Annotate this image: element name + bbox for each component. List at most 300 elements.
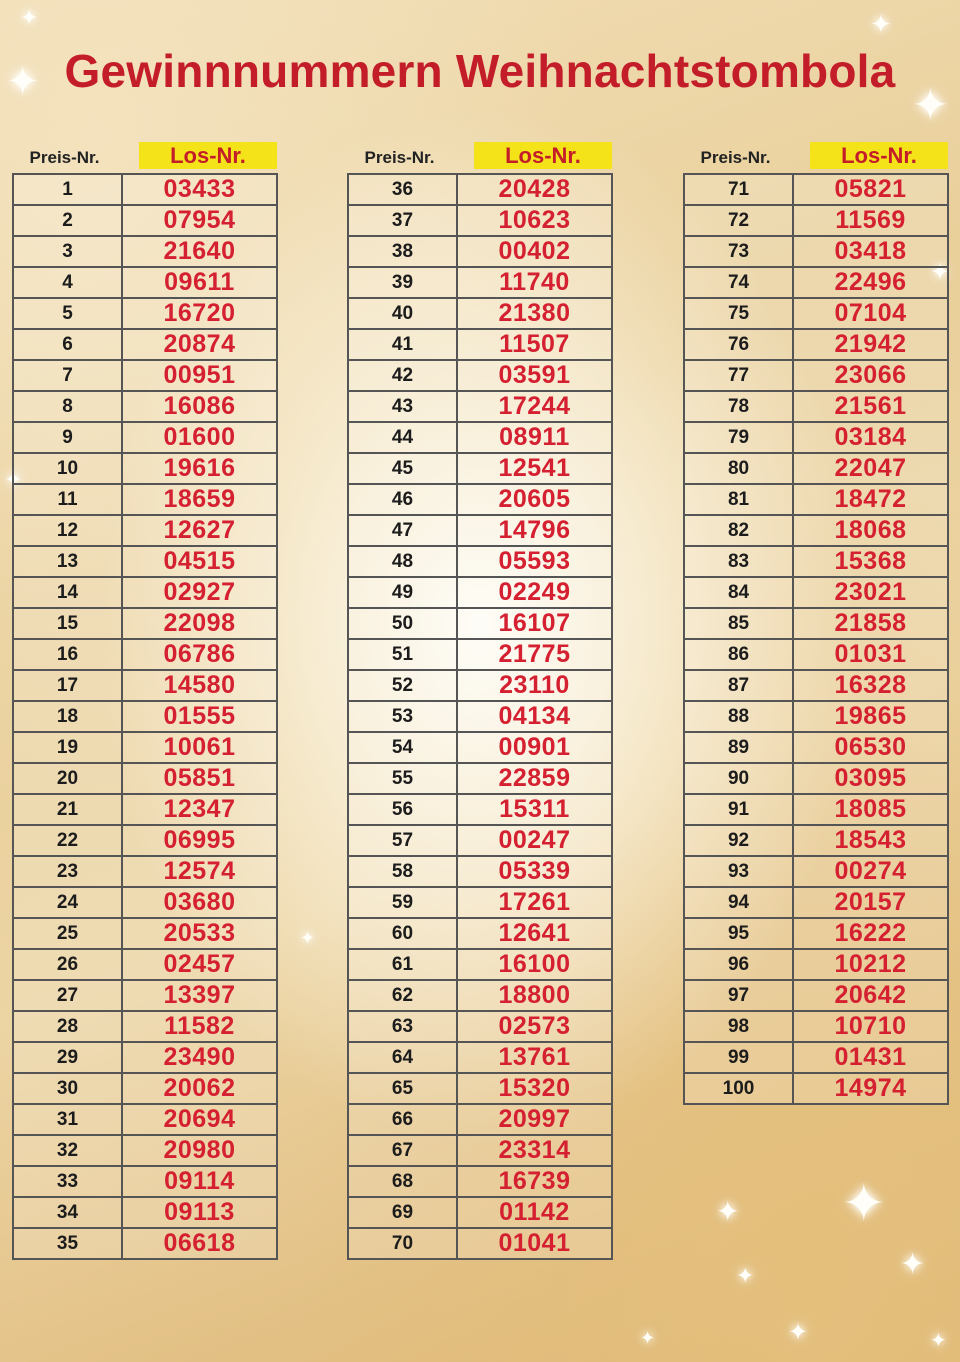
los-nr-cell: 01041 xyxy=(457,1228,612,1259)
preis-nr-cell: 22 xyxy=(13,825,122,856)
preis-nr-cell: 13 xyxy=(13,546,122,577)
table-row xyxy=(13,980,277,1011)
preis-nr-cell: 43 xyxy=(348,391,457,422)
preis-nr-cell: 32 xyxy=(13,1135,122,1166)
table-row xyxy=(684,949,948,980)
los-nr-cell: 08911 xyxy=(457,422,612,453)
los-nr-cell: 00274 xyxy=(793,856,948,887)
los-nr-cell: 21561 xyxy=(793,391,948,422)
preis-nr-cell: 42 xyxy=(348,360,457,391)
los-nr-cell: 12627 xyxy=(122,515,277,546)
preis-nr-cell: 50 xyxy=(348,608,457,639)
table-row xyxy=(684,174,948,205)
table-row xyxy=(13,546,277,577)
los-nr-cell: 18800 xyxy=(457,980,612,1011)
los-nr-cell: 20605 xyxy=(457,484,612,515)
table-row xyxy=(13,887,277,918)
preis-nr-cell: 54 xyxy=(348,732,457,763)
table-row xyxy=(348,236,612,267)
table-row xyxy=(13,763,277,794)
preis-nr-cell: 17 xyxy=(13,670,122,701)
table-row xyxy=(13,577,277,608)
table-row xyxy=(684,546,948,577)
table-row xyxy=(684,577,948,608)
table-row xyxy=(684,360,948,391)
preis-nr-cell: 80 xyxy=(684,453,793,484)
table-row xyxy=(348,825,612,856)
los-nr-cell: 23110 xyxy=(457,670,612,701)
table-row xyxy=(13,422,277,453)
los-nr-header: Los-Nr. xyxy=(139,142,277,169)
table-row xyxy=(13,1197,277,1228)
table-row xyxy=(13,1011,277,1042)
preis-nr-cell: 84 xyxy=(684,577,793,608)
los-nr-cell: 16086 xyxy=(122,391,277,422)
preis-nr-cell: 76 xyxy=(684,329,793,360)
table-row xyxy=(348,298,612,329)
table-row xyxy=(684,670,948,701)
los-nr-cell: 01600 xyxy=(122,422,277,453)
preis-nr-cell: 58 xyxy=(348,856,457,887)
los-nr-cell: 03433 xyxy=(122,174,277,205)
table-row xyxy=(13,918,277,949)
preis-nr-cell: 48 xyxy=(348,546,457,577)
preis-nr-cell: 77 xyxy=(684,360,793,391)
los-nr-cell: 10710 xyxy=(793,1011,948,1042)
table-row xyxy=(684,918,948,949)
los-nr-cell: 11582 xyxy=(122,1011,277,1042)
los-nr-cell: 23021 xyxy=(793,577,948,608)
table-row xyxy=(13,1166,277,1197)
sparkle-decoration: ✦ xyxy=(870,10,892,40)
los-nr-cell: 09114 xyxy=(122,1166,277,1197)
preis-nr-cell: 74 xyxy=(684,267,793,298)
los-nr-cell: 10061 xyxy=(122,732,277,763)
preis-nr-cell: 35 xyxy=(13,1228,122,1259)
los-nr-cell: 22098 xyxy=(122,608,277,639)
table-row xyxy=(13,515,277,546)
preis-nr-cell: 90 xyxy=(684,763,793,794)
preis-nr-cell: 3 xyxy=(13,236,122,267)
los-nr-cell: 16328 xyxy=(793,670,948,701)
los-nr-cell: 01031 xyxy=(793,639,948,670)
table-row xyxy=(348,639,612,670)
table-row xyxy=(13,391,277,422)
los-nr-cell: 15311 xyxy=(457,794,612,825)
los-nr-cell: 03680 xyxy=(122,887,277,918)
preis-nr-cell: 97 xyxy=(684,980,793,1011)
preis-nr-cell: 23 xyxy=(13,856,122,887)
los-nr-cell: 22859 xyxy=(457,763,612,794)
los-nr-cell: 06995 xyxy=(122,825,277,856)
preis-nr-cell: 41 xyxy=(348,329,457,360)
preis-nr-header: Preis-Nr. xyxy=(364,148,435,167)
table-row xyxy=(13,236,277,267)
preis-nr-cell: 51 xyxy=(348,639,457,670)
results-column-1 xyxy=(12,140,278,1260)
preis-nr-cell: 44 xyxy=(348,422,457,453)
table-row xyxy=(684,1073,948,1104)
los-nr-cell: 03418 xyxy=(793,236,948,267)
table-row xyxy=(13,639,277,670)
table-row xyxy=(684,608,948,639)
preis-nr-cell: 36 xyxy=(348,174,457,205)
table-row xyxy=(13,794,277,825)
preis-nr-cell: 52 xyxy=(348,670,457,701)
preis-nr-cell: 55 xyxy=(348,763,457,794)
los-nr-header: Los-Nr. xyxy=(474,142,612,169)
los-nr-cell: 05851 xyxy=(122,763,277,794)
table-row xyxy=(684,732,948,763)
sparkle-decoration: ✦ xyxy=(300,928,316,949)
los-nr-cell: 06786 xyxy=(122,639,277,670)
preis-nr-cell: 63 xyxy=(348,1011,457,1042)
los-nr-cell: 11507 xyxy=(457,329,612,360)
table-row xyxy=(13,670,277,701)
table-row xyxy=(684,856,948,887)
preis-nr-cell: 28 xyxy=(13,1011,122,1042)
preis-nr-cell: 70 xyxy=(348,1228,457,1259)
los-nr-cell: 06618 xyxy=(122,1228,277,1259)
table-row xyxy=(348,1197,612,1228)
table-row xyxy=(13,1104,277,1135)
los-nr-cell: 00951 xyxy=(122,360,277,391)
los-nr-cell: 05339 xyxy=(457,856,612,887)
los-nr-cell: 17244 xyxy=(457,391,612,422)
los-nr-cell: 02927 xyxy=(122,577,277,608)
los-nr-cell: 11569 xyxy=(793,205,948,236)
los-nr-cell: 23314 xyxy=(457,1135,612,1166)
table-row xyxy=(684,391,948,422)
preis-nr-cell: 85 xyxy=(684,608,793,639)
los-nr-cell: 00402 xyxy=(457,236,612,267)
preis-nr-cell: 10 xyxy=(13,453,122,484)
preis-nr-header: Preis-Nr. xyxy=(700,148,771,167)
preis-nr-cell: 75 xyxy=(684,298,793,329)
table-row xyxy=(13,825,277,856)
preis-nr-cell: 73 xyxy=(684,236,793,267)
preis-nr-cell: 33 xyxy=(13,1166,122,1197)
preis-nr-cell: 69 xyxy=(348,1197,457,1228)
preis-nr-cell: 26 xyxy=(13,949,122,980)
preis-nr-cell: 60 xyxy=(348,918,457,949)
table-row xyxy=(13,1135,277,1166)
preis-nr-header: Preis-Nr. xyxy=(29,148,100,167)
table-row xyxy=(13,856,277,887)
table-row xyxy=(348,1135,612,1166)
preis-nr-cell: 45 xyxy=(348,453,457,484)
table-row xyxy=(684,1011,948,1042)
table-row xyxy=(13,360,277,391)
preis-nr-cell: 93 xyxy=(684,856,793,887)
preis-nr-cell: 15 xyxy=(13,608,122,639)
los-nr-cell: 16720 xyxy=(122,298,277,329)
preis-nr-cell: 61 xyxy=(348,949,457,980)
table-row xyxy=(348,794,612,825)
los-nr-cell: 01142 xyxy=(457,1197,612,1228)
table-row xyxy=(13,205,277,236)
los-nr-cell: 16222 xyxy=(793,918,948,949)
los-nr-cell: 21858 xyxy=(793,608,948,639)
preis-nr-cell: 25 xyxy=(13,918,122,949)
preis-nr-cell: 9 xyxy=(13,422,122,453)
table-row xyxy=(348,887,612,918)
results-table xyxy=(683,173,949,1105)
los-nr-cell: 07104 xyxy=(793,298,948,329)
preis-nr-cell: 56 xyxy=(348,794,457,825)
sparkle-decoration: ✦ xyxy=(930,1328,947,1352)
los-nr-cell: 02457 xyxy=(122,949,277,980)
column-header xyxy=(347,140,613,170)
table-row xyxy=(348,980,612,1011)
preis-nr-cell: 88 xyxy=(684,701,793,732)
los-nr-cell: 10212 xyxy=(793,949,948,980)
table-row xyxy=(348,701,612,732)
results-table xyxy=(347,173,613,1260)
los-nr-cell: 14796 xyxy=(457,515,612,546)
table-row xyxy=(13,329,277,360)
preis-nr-cell: 30 xyxy=(13,1073,122,1104)
los-nr-cell: 00901 xyxy=(457,732,612,763)
table-row xyxy=(13,484,277,515)
table-row xyxy=(684,980,948,1011)
table-row xyxy=(684,422,948,453)
preis-nr-cell: 39 xyxy=(348,267,457,298)
preis-nr-cell: 92 xyxy=(684,825,793,856)
sparkle-decoration: ✦ xyxy=(842,1174,886,1234)
preis-nr-cell: 40 xyxy=(348,298,457,329)
table-row xyxy=(348,732,612,763)
table-row xyxy=(348,670,612,701)
los-nr-cell: 23490 xyxy=(122,1042,277,1073)
table-row xyxy=(13,732,277,763)
page-title: Gewinnnummern Weihnachtstombola xyxy=(64,45,896,97)
los-nr-cell: 12574 xyxy=(122,856,277,887)
table-row xyxy=(348,453,612,484)
los-nr-cell: 20980 xyxy=(122,1135,277,1166)
table-row xyxy=(684,298,948,329)
preis-nr-cell: 62 xyxy=(348,980,457,1011)
preis-nr-cell: 81 xyxy=(684,484,793,515)
los-nr-cell: 07954 xyxy=(122,205,277,236)
table-row xyxy=(13,949,277,980)
preis-nr-cell: 47 xyxy=(348,515,457,546)
table-row xyxy=(684,887,948,918)
los-nr-cell: 12541 xyxy=(457,453,612,484)
table-row xyxy=(13,267,277,298)
los-nr-cell: 21640 xyxy=(122,236,277,267)
table-row xyxy=(348,763,612,794)
preis-nr-cell: 68 xyxy=(348,1166,457,1197)
los-nr-cell: 16100 xyxy=(457,949,612,980)
table-row xyxy=(684,794,948,825)
preis-nr-cell: 64 xyxy=(348,1042,457,1073)
table-row xyxy=(13,453,277,484)
sparkle-decoration: ✦ xyxy=(20,6,39,31)
preis-nr-cell: 14 xyxy=(13,577,122,608)
results-table xyxy=(12,173,278,1260)
table-row xyxy=(348,515,612,546)
sparkle-decoration: ✦ xyxy=(640,1328,656,1349)
los-nr-cell: 00247 xyxy=(457,825,612,856)
preis-nr-cell: 31 xyxy=(13,1104,122,1135)
los-nr-cell: 20062 xyxy=(122,1073,277,1104)
preis-nr-cell: 6 xyxy=(13,329,122,360)
los-nr-cell: 02573 xyxy=(457,1011,612,1042)
los-nr-cell: 23066 xyxy=(793,360,948,391)
los-nr-cell: 22047 xyxy=(793,453,948,484)
table-row xyxy=(348,1166,612,1197)
table-row xyxy=(684,267,948,298)
table-row xyxy=(13,701,277,732)
preis-nr-cell: 24 xyxy=(13,887,122,918)
preis-nr-cell: 46 xyxy=(348,484,457,515)
los-nr-cell: 18543 xyxy=(793,825,948,856)
table-row xyxy=(13,174,277,205)
los-nr-cell: 21942 xyxy=(793,329,948,360)
preis-nr-cell: 7 xyxy=(13,360,122,391)
los-nr-cell: 04515 xyxy=(122,546,277,577)
los-nr-cell: 12347 xyxy=(122,794,277,825)
table-row xyxy=(684,515,948,546)
table-row xyxy=(348,577,612,608)
table-row xyxy=(684,763,948,794)
preis-nr-cell: 87 xyxy=(684,670,793,701)
preis-nr-cell: 71 xyxy=(684,174,793,205)
sparkle-decoration: ✦ xyxy=(788,1318,809,1346)
table-row xyxy=(684,639,948,670)
table-row xyxy=(684,1042,948,1073)
los-nr-cell: 22496 xyxy=(793,267,948,298)
preis-nr-cell: 67 xyxy=(348,1135,457,1166)
los-nr-cell: 03184 xyxy=(793,422,948,453)
preis-nr-cell: 95 xyxy=(684,918,793,949)
table-row xyxy=(13,1228,277,1259)
preis-nr-cell: 53 xyxy=(348,701,457,732)
preis-nr-cell: 16 xyxy=(13,639,122,670)
preis-nr-cell: 38 xyxy=(348,236,457,267)
preis-nr-cell: 65 xyxy=(348,1073,457,1104)
preis-nr-cell: 4 xyxy=(13,267,122,298)
preis-nr-cell: 94 xyxy=(684,887,793,918)
los-nr-cell: 03095 xyxy=(793,763,948,794)
sparkle-decoration: ✦ xyxy=(736,1264,755,1289)
los-nr-cell: 01555 xyxy=(122,701,277,732)
los-nr-cell: 20428 xyxy=(457,174,612,205)
preis-nr-cell: 2 xyxy=(13,205,122,236)
table-row xyxy=(348,205,612,236)
sparkle-decoration: ✦ xyxy=(6,59,40,105)
preis-nr-cell: 91 xyxy=(684,794,793,825)
los-nr-cell: 05821 xyxy=(793,174,948,205)
preis-nr-cell: 98 xyxy=(684,1011,793,1042)
los-nr-cell: 18085 xyxy=(793,794,948,825)
los-nr-cell: 21380 xyxy=(457,298,612,329)
table-row xyxy=(684,701,948,732)
table-row xyxy=(684,484,948,515)
table-row xyxy=(684,453,948,484)
los-nr-cell: 21775 xyxy=(457,639,612,670)
preis-nr-cell: 8 xyxy=(13,391,122,422)
table-row xyxy=(348,856,612,887)
los-nr-cell: 17261 xyxy=(457,887,612,918)
preis-nr-cell: 99 xyxy=(684,1042,793,1073)
preis-nr-cell: 29 xyxy=(13,1042,122,1073)
los-nr-cell: 15368 xyxy=(793,546,948,577)
preis-nr-cell: 1 xyxy=(13,174,122,205)
preis-nr-cell: 66 xyxy=(348,1104,457,1135)
los-nr-cell: 20874 xyxy=(122,329,277,360)
table-row xyxy=(684,236,948,267)
column-header xyxy=(12,140,278,170)
los-nr-cell: 14974 xyxy=(793,1073,948,1104)
preis-nr-cell: 11 xyxy=(13,484,122,515)
sparkle-decoration: ✦ xyxy=(912,80,949,131)
los-nr-cell: 11740 xyxy=(457,267,612,298)
preis-nr-cell: 34 xyxy=(13,1197,122,1228)
table-row xyxy=(684,329,948,360)
los-nr-cell: 13397 xyxy=(122,980,277,1011)
los-nr-cell: 10623 xyxy=(457,205,612,236)
table-row xyxy=(348,267,612,298)
los-nr-cell: 18659 xyxy=(122,484,277,515)
table-row xyxy=(348,949,612,980)
los-nr-cell: 12641 xyxy=(457,918,612,949)
preis-nr-cell: 79 xyxy=(684,422,793,453)
preis-nr-cell: 21 xyxy=(13,794,122,825)
table-row xyxy=(348,918,612,949)
table-row xyxy=(348,1011,612,1042)
preis-nr-cell: 37 xyxy=(348,205,457,236)
table-row xyxy=(348,484,612,515)
column-header xyxy=(683,140,949,170)
preis-nr-cell: 27 xyxy=(13,980,122,1011)
preis-nr-cell: 89 xyxy=(684,732,793,763)
table-row xyxy=(348,1228,612,1259)
table-row xyxy=(684,205,948,236)
table-row xyxy=(348,546,612,577)
table-row xyxy=(348,391,612,422)
table-row xyxy=(348,329,612,360)
sparkle-decoration: ✦ xyxy=(930,258,951,286)
sparkle-decoration: ✦ xyxy=(716,1195,740,1228)
los-nr-cell: 05593 xyxy=(457,546,612,577)
los-nr-cell: 06530 xyxy=(793,732,948,763)
preis-nr-cell: 82 xyxy=(684,515,793,546)
preis-nr-cell: 96 xyxy=(684,949,793,980)
los-nr-cell: 01431 xyxy=(793,1042,948,1073)
table-row xyxy=(348,422,612,453)
los-nr-cell: 09113 xyxy=(122,1197,277,1228)
los-nr-cell: 15320 xyxy=(457,1073,612,1104)
los-nr-cell: 16739 xyxy=(457,1166,612,1197)
preis-nr-cell: 12 xyxy=(13,515,122,546)
preis-nr-cell: 19 xyxy=(13,732,122,763)
preis-nr-cell: 57 xyxy=(348,825,457,856)
table-row xyxy=(348,174,612,205)
los-nr-cell: 18472 xyxy=(793,484,948,515)
preis-nr-cell: 20 xyxy=(13,763,122,794)
preis-nr-cell: 49 xyxy=(348,577,457,608)
table-row xyxy=(13,298,277,329)
table-row xyxy=(13,1073,277,1104)
results-column-2 xyxy=(347,140,613,1260)
los-nr-cell: 20694 xyxy=(122,1104,277,1135)
preis-nr-cell: 100 xyxy=(684,1073,793,1104)
preis-nr-cell: 59 xyxy=(348,887,457,918)
los-nr-cell: 18068 xyxy=(793,515,948,546)
table-row xyxy=(348,1042,612,1073)
